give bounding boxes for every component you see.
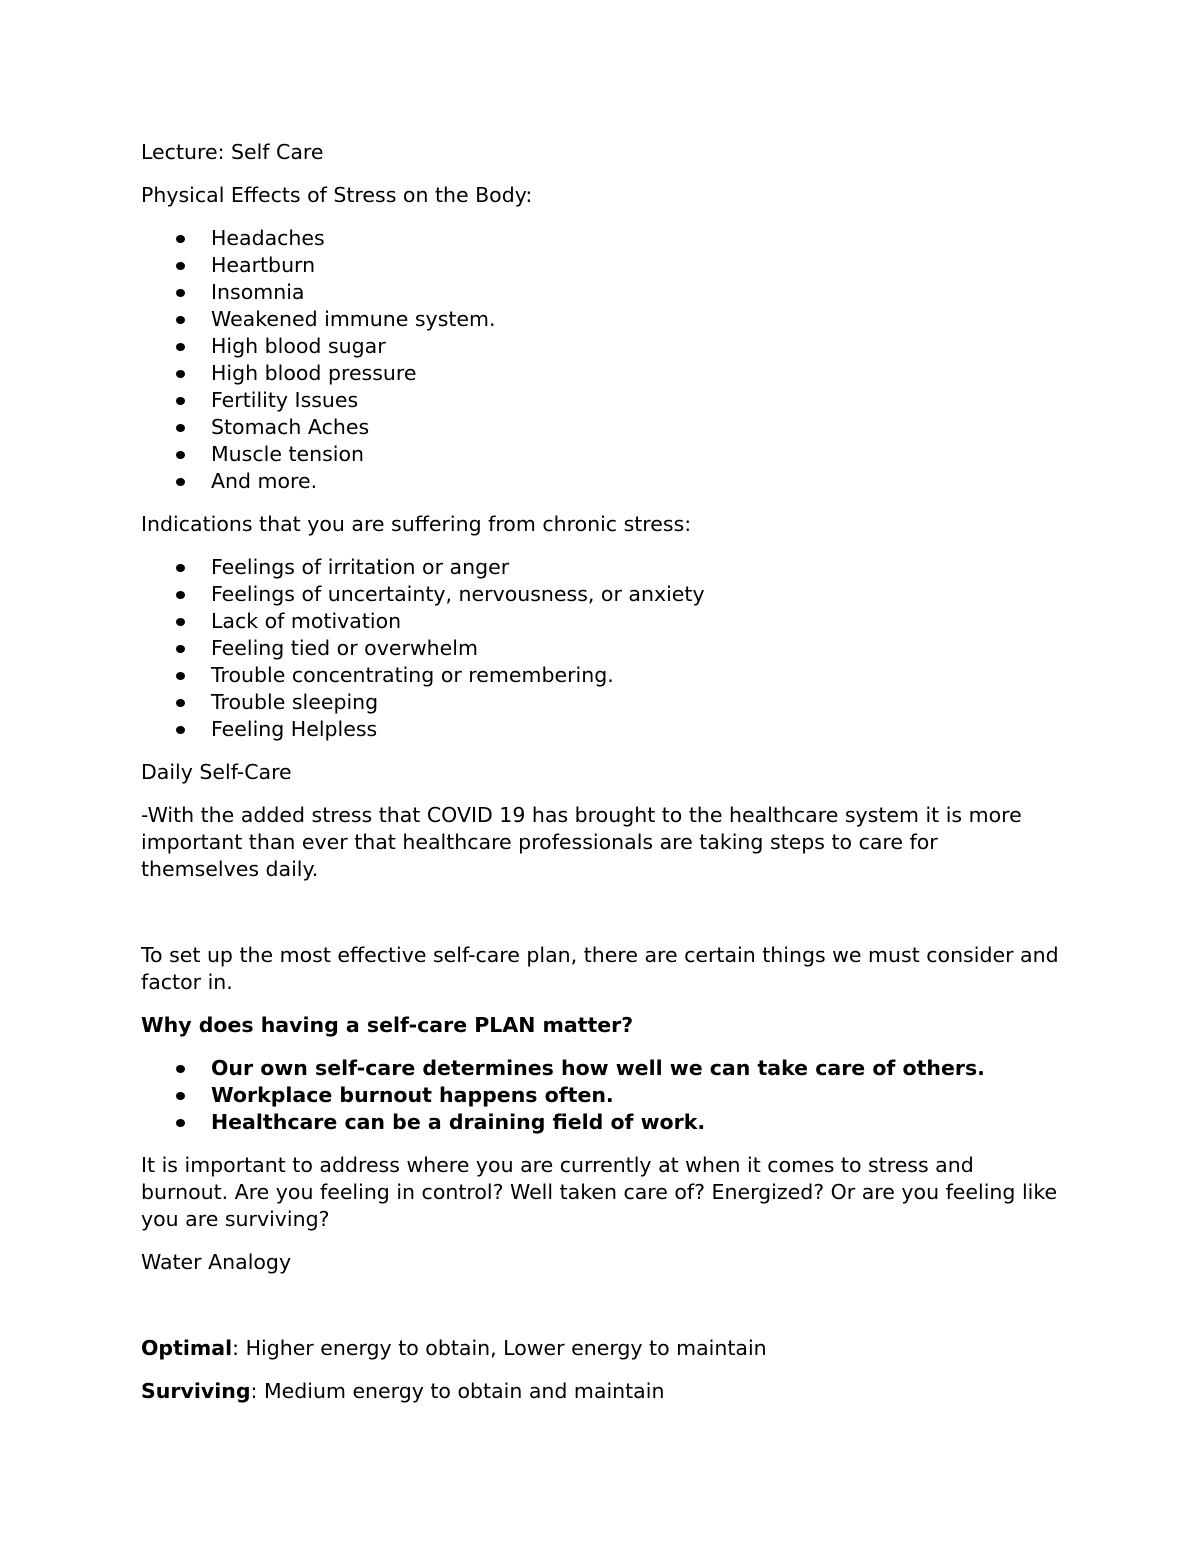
list-item: Trouble concentrating or remembering. <box>141 662 1061 689</box>
document-page <box>141 139 1061 1421</box>
bullet-icon <box>176 478 185 486</box>
optimal-line <box>141 1335 1061 1362</box>
bullet-icon <box>176 262 185 270</box>
blank-line <box>141 899 1061 942</box>
address-stress-paragraph: It is important to address where you are currently at when it comes to stress and burnout. Are you feeling in control? Well taken care of? Energized? Or are you feeling like you are surviving? <box>141 1153 1058 1231</box>
list-item: Heartburn <box>141 252 1061 279</box>
list-item: Workplace burnout happens often. <box>141 1082 1061 1109</box>
surviving-label: Surviving <box>141 1379 251 1403</box>
list-item: Muscle tension <box>141 441 1061 468</box>
list-item: Feelings of irritation or anger <box>141 554 1061 581</box>
chronic-stress-list <box>141 554 1061 743</box>
water-analogy-heading: Water Analogy <box>141 1250 292 1274</box>
list-item: High blood sugar <box>141 333 1061 360</box>
section-heading-daily-self-care: Daily Self-Care <box>141 760 292 784</box>
optimal-text: : Higher energy to obtain, Lower energy to maintain <box>232 1336 767 1360</box>
list-item: Feeling tied or overwhelm <box>141 635 1061 662</box>
list-item: Stomach Aches <box>141 414 1061 441</box>
bullet-icon <box>176 726 185 734</box>
section-heading-physical-effects: Physical Effects of Stress on the Body: <box>141 183 533 207</box>
blank-line <box>141 1292 1061 1335</box>
bullet-icon <box>176 397 185 405</box>
bullet-icon <box>176 1119 185 1127</box>
surviving-text: : Medium energy to obtain and maintain <box>250 1379 665 1403</box>
list-item: Healthcare can be a draining field of work. <box>141 1109 1061 1136</box>
list-item: And more. <box>141 468 1061 495</box>
list-item: Feelings of uncertainty, nervousness, or anxiety <box>141 581 1061 608</box>
bullet-icon <box>176 618 185 626</box>
list-item: High blood pressure <box>141 360 1061 387</box>
section-heading-chronic-stress: Indications that you are suffering from chronic stress: <box>141 512 692 536</box>
list-item: Weakened immune system. <box>141 306 1061 333</box>
section-heading-why-plan: Why does having a self-care PLAN matter? <box>141 1013 634 1037</box>
physical-effects-list <box>141 225 1061 495</box>
daily-self-care-paragraph: -With the added stress that COVID 19 has brought to the healthcare system it is more important than ever that healthcare professionals are taking steps to care for themselves daily. <box>141 803 1022 881</box>
list-item: Trouble sleeping <box>141 689 1061 716</box>
bullet-icon <box>176 451 185 459</box>
bullet-icon <box>176 370 185 378</box>
bullet-icon <box>176 316 185 324</box>
bullet-icon <box>176 672 185 680</box>
self-care-plan-paragraph: To set up the most effective self-care plan, there are certain things we must consider and factor in. <box>141 943 1059 994</box>
list-item: Fertility Issues <box>141 387 1061 414</box>
bullet-icon <box>176 645 185 653</box>
bullet-icon <box>176 564 185 572</box>
bullet-icon <box>176 1092 185 1100</box>
list-item: Insomnia <box>141 279 1061 306</box>
bullet-icon <box>176 591 185 599</box>
optimal-label: Optimal <box>141 1336 233 1360</box>
bullet-icon <box>176 343 185 351</box>
bullet-icon <box>176 424 185 432</box>
list-item: Our own self-care determines how well we can take care of others. <box>141 1055 1061 1082</box>
list-item: Lack of motivation <box>141 608 1061 635</box>
why-plan-list <box>141 1055 1061 1136</box>
bullet-icon <box>176 699 185 707</box>
bullet-icon <box>176 1065 185 1073</box>
surviving-line <box>141 1378 1061 1405</box>
bullet-icon <box>176 289 185 297</box>
list-item: Headaches <box>141 225 1061 252</box>
list-item: Feeling Helpless <box>141 716 1061 743</box>
bullet-icon <box>176 235 185 243</box>
document-title: Lecture: Self Care <box>141 140 324 164</box>
